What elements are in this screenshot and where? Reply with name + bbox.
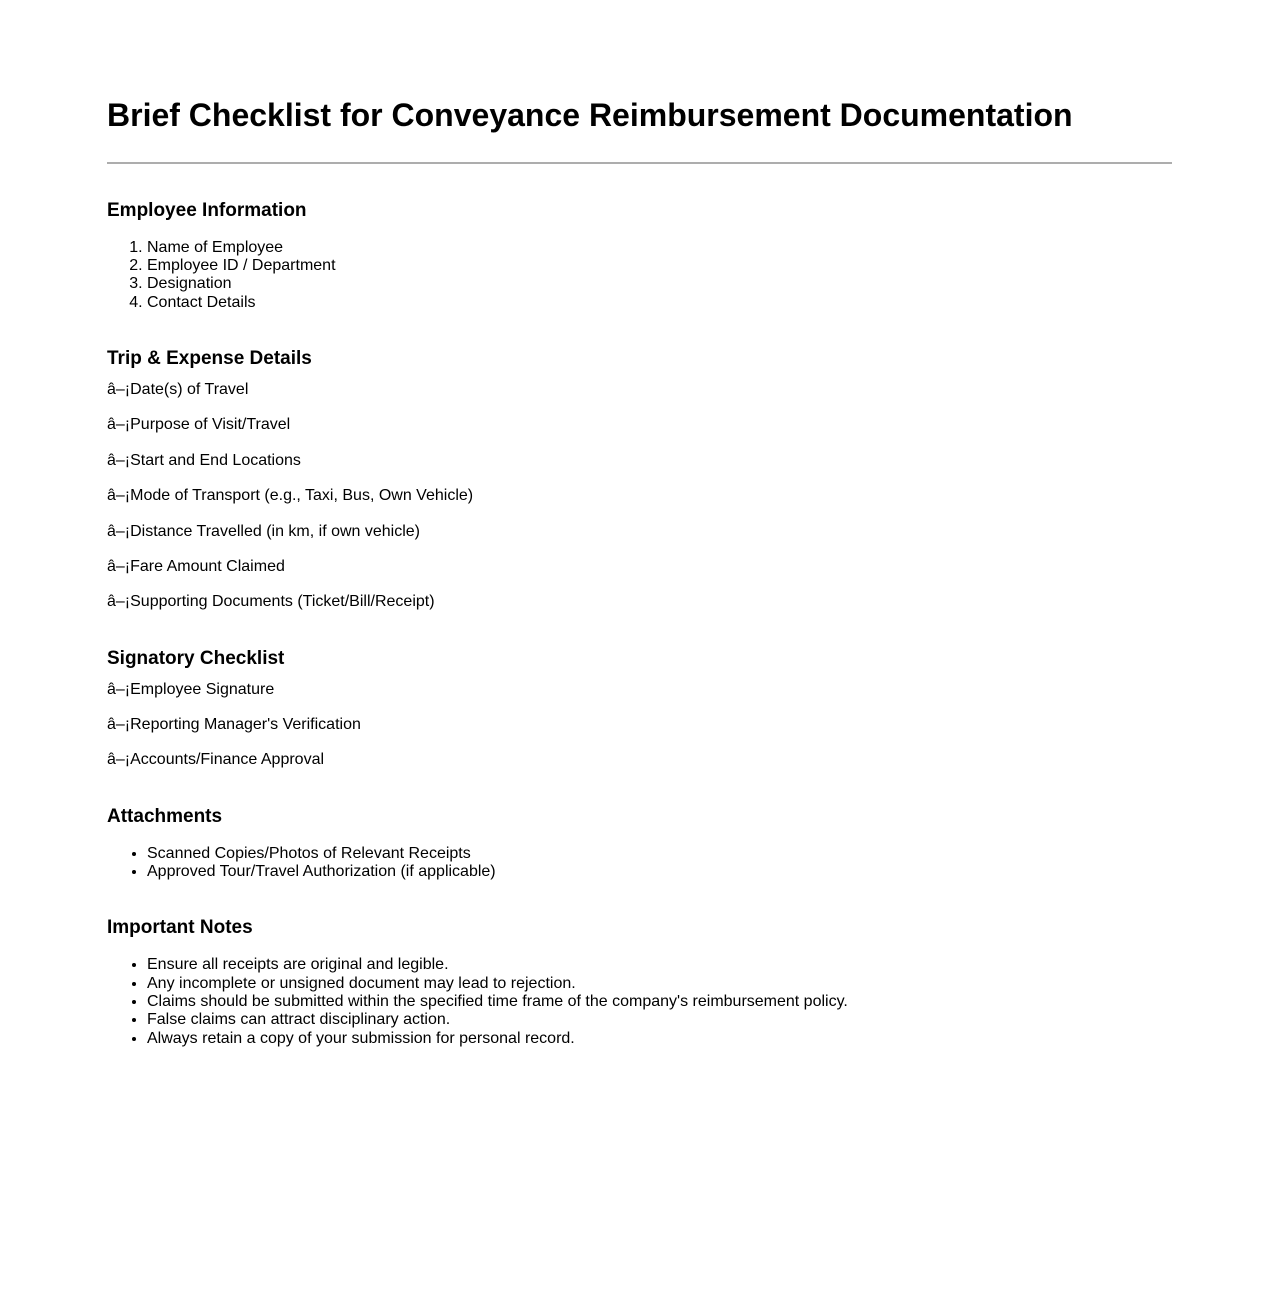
- list-item: • Always retain a copy of your submission for personal record.: [147, 1030, 1172, 1048]
- list-item: • Approved Tour/Travel Authorization (if applicable): [147, 863, 1172, 881]
- document-page: [107, 0, 1172, 1197]
- checklist-line: â–¡Employee Signature: [107, 680, 275, 698]
- checklist-line: â–¡Purpose of Visit/Travel: [107, 416, 291, 434]
- checklist-line: â–¡Supporting Documents (Ticket/Bill/Receipt): [107, 593, 435, 611]
- list-item: 4. Contact Details: [147, 294, 1172, 312]
- list-item: • Scanned Copies/Photos of Relevant Receipts: [147, 845, 1172, 863]
- checklist-line: â–¡Date(s) of Travel: [107, 381, 249, 399]
- list-item: • Any incomplete or unsigned document may lead to rejection.: [147, 975, 1172, 993]
- checklist-line: â–¡Fare Amount Claimed: [107, 558, 285, 575]
- section-heading-employee-information: Employee Information: [107, 199, 307, 221]
- checklist-line: â–¡Mode of Transport (e.g., Taxi, Bus, Own Vehicle): [107, 487, 474, 505]
- checklist-line: â–¡Distance Travelled (in km, if own vehicle): [107, 522, 421, 540]
- checklist-line: â–¡Accounts/Finance Approval: [107, 751, 325, 769]
- attachments-list: [107, 845, 1172, 882]
- checklist-line: â–¡Reporting Manager's Verification: [107, 716, 361, 734]
- list-item: 1. Name of Employee: [147, 239, 1172, 257]
- list-item: • Ensure all receipts are original and legible.: [147, 956, 1172, 974]
- list-item: • False claims can attract disciplinary action.: [147, 1011, 1172, 1029]
- section-heading-attachments: Attachments: [107, 805, 223, 827]
- checklist-line: â–¡Start and End Locations: [107, 451, 301, 469]
- list-item: 2. Employee ID / Department: [147, 257, 1172, 275]
- section-heading-signatory-checklist: Signatory Checklist: [107, 647, 285, 669]
- section-heading-important-notes: Important Notes: [107, 917, 253, 939]
- page-title: Brief Checklist for Conveyance Reimbursement Documentation: [107, 97, 1073, 133]
- section-heading-trip-expense-details: Trip & Expense Details: [107, 348, 312, 370]
- important-notes-list: [107, 956, 1172, 1048]
- title-divider: [107, 162, 1172, 164]
- list-item: • Claims should be submitted within the specified time frame of the company's reimbursement policy.: [147, 993, 1172, 1011]
- employee-info-list: [107, 239, 1172, 313]
- list-item: 3. Designation: [147, 275, 1172, 293]
